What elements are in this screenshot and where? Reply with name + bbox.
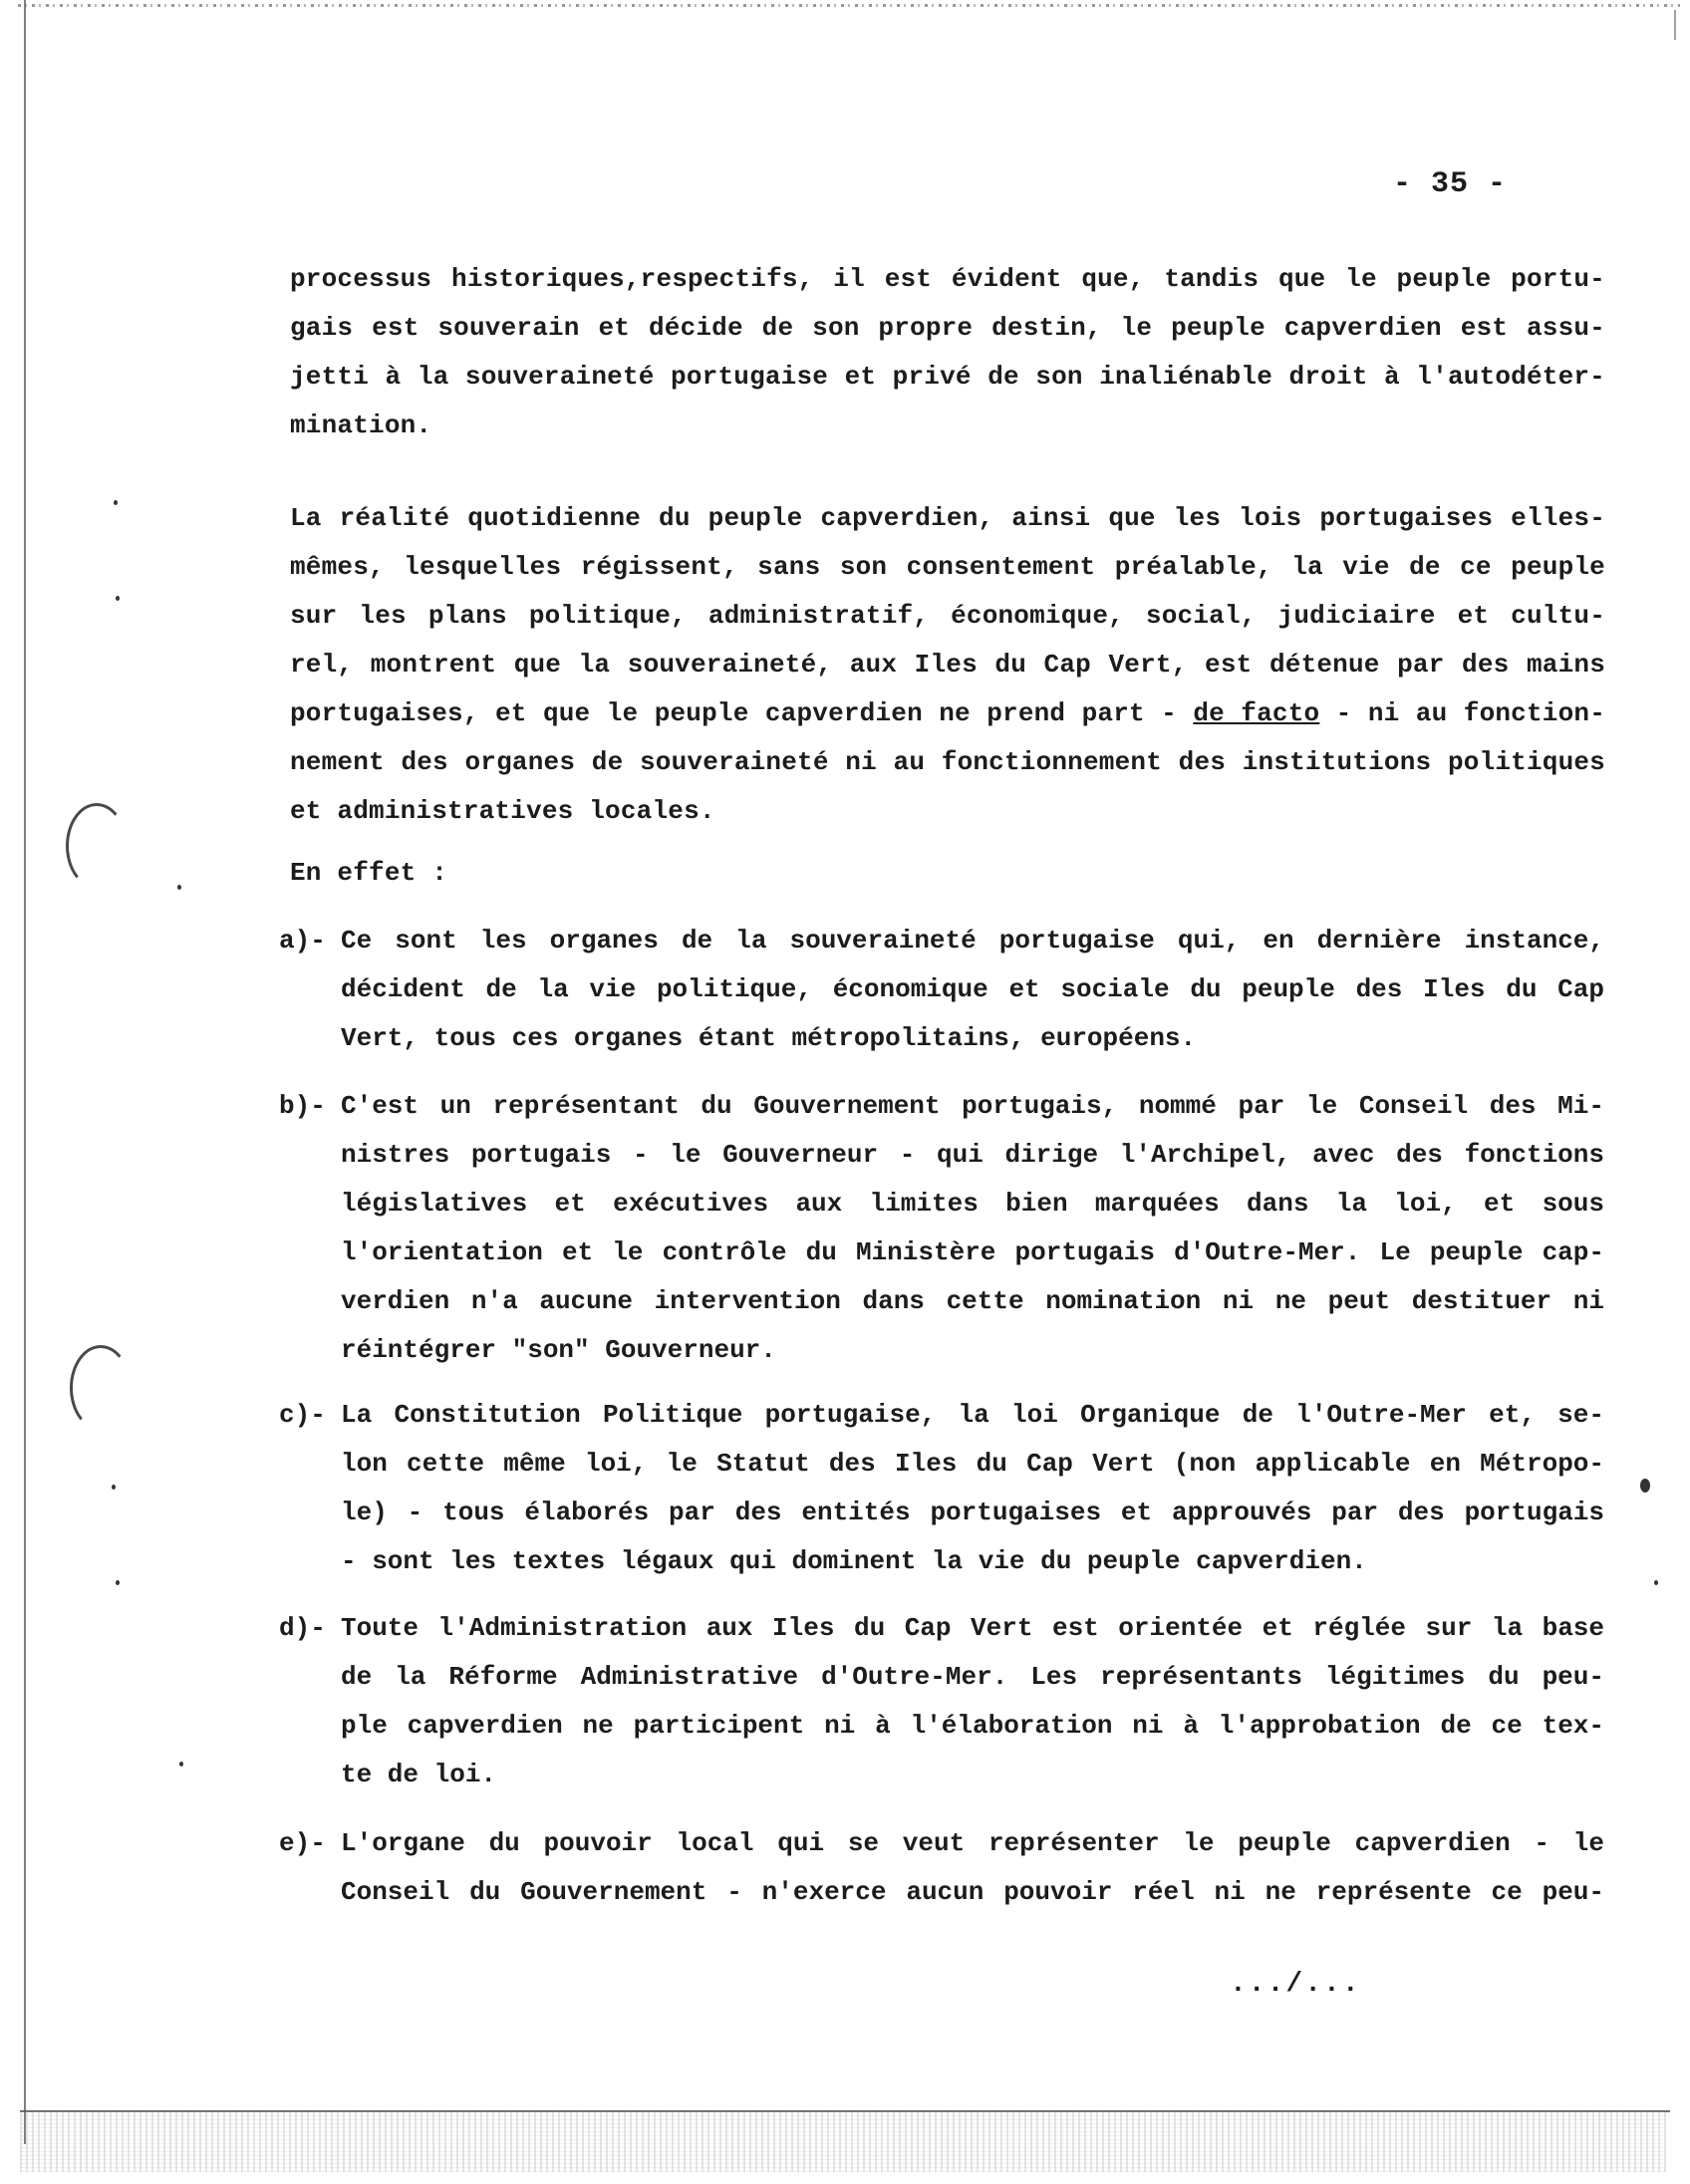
text-line: et administratives locales. — [290, 796, 715, 826]
punch-hole-icon — [70, 1345, 132, 1431]
text-line: législatives et exécutives aux limites bien marquées dans la loi, et sous — [341, 1189, 1604, 1219]
text-line: Ce sont les organes de la souveraineté portugaise qui, en dernière instance, — [341, 926, 1604, 956]
speck — [179, 1762, 183, 1767]
text-line: décident de la vie politique, économique et sociale du peuple des Iles du Cap — [341, 974, 1604, 1004]
text-line: sur les plans politique, administratif, économique, social, judiciaire et cultu- — [290, 601, 1605, 631]
text-line: nement des organes de souveraineté ni au fonctionnement des institutions politiques — [290, 747, 1605, 777]
en-effet-heading — [290, 849, 1605, 898]
text-line: le) - tous élaborés par des entités portugaises et approuvés par des portugais — [341, 1498, 1604, 1527]
list-item-a — [279, 917, 1604, 1063]
text-line: Toute l'Administration aux Iles du Cap Vert est orientée et réglée sur la base — [341, 1613, 1604, 1643]
text-line: gais est souverain et décide de son propre destin, le peuple capverdien est assu- — [290, 313, 1605, 343]
text-line: mêmes, lesquelles régissent, sans son consentement préalable, la vie de ce peuple — [290, 552, 1605, 582]
speck — [1640, 1479, 1650, 1493]
text-line: Vert, tous ces organes étant métropolitains, européens. — [341, 1023, 1197, 1053]
text-line: - sont les textes légaux qui dominent la vie du peuple capverdien. — [341, 1546, 1367, 1576]
item-label: a)- — [279, 926, 326, 956]
text-line: l'orientation et le contrôle du Ministère portugais d'Outre-Mer. Le peuple cap- — [341, 1237, 1604, 1267]
speck — [1654, 1580, 1658, 1585]
text-line: de la Réforme Administrative d'Outre-Mer. Les représentants légitimes du peu- — [341, 1662, 1604, 1692]
list-item-c — [279, 1391, 1604, 1586]
text-line: En effet : — [290, 858, 448, 888]
scan-right-edge — [1674, 10, 1676, 40]
text-line: réintégrer "son" Gouverneur. — [341, 1335, 776, 1365]
continuation-mark: .../... — [1230, 1969, 1361, 2000]
item-label: c)- — [279, 1400, 326, 1430]
list-item-b — [279, 1082, 1604, 1375]
scan-top-edge — [18, 4, 1680, 7]
text-line: L'organe du pouvoir local qui se veut représenter le peuple capverdien - le — [341, 1828, 1604, 1858]
scan-bottom-band — [20, 2110, 1666, 2172]
speck — [177, 885, 181, 890]
text-line: processus historiques,respectifs, il est évident que, tandis que le peuple portu- — [290, 264, 1605, 294]
text-line: rel, montrent que la souveraineté, aux Iles du Cap Vert, est détenue par des mains — [290, 650, 1605, 680]
underlined-term: de facto — [1193, 698, 1320, 728]
speck — [112, 1485, 116, 1490]
speck — [116, 1580, 120, 1585]
speck — [114, 500, 118, 505]
text-line: ple capverdien ne participent ni à l'élaboration ni à l'approbation de ce tex- — [341, 1711, 1604, 1741]
text-line: La Constitution Politique portugaise, la loi Organique de l'Outre-Mer et, se- — [341, 1400, 1604, 1430]
list-item-d — [279, 1604, 1604, 1799]
text-line: mination. — [290, 410, 432, 440]
text-segment: - ni au fonction- — [1319, 698, 1605, 728]
item-label: d)- — [279, 1613, 326, 1643]
text-line — [290, 689, 1605, 738]
text-line: Conseil du Gouvernement - n'exerce aucun pouvoir réel ni ne représente ce peu- — [341, 1877, 1604, 1907]
text-line: nistres portugais - le Gouverneur - qui dirige l'Archipel, avec des fonctions — [341, 1140, 1604, 1170]
text-line: te de loi. — [341, 1760, 497, 1789]
punch-hole-icon — [66, 803, 128, 889]
text-line: C'est un représentant du Gouvernement portugais, nommé par le Conseil des Mi- — [341, 1091, 1604, 1121]
scan-left-edge — [24, 0, 26, 2144]
text-line: jetti à la souveraineté portugaise et privé de son inaliénable droit à l'autodéter- — [290, 362, 1605, 392]
text-segment: portugaises, et que le peuple capverdien ne prend part - — [290, 698, 1194, 728]
item-label: b)- — [279, 1091, 326, 1121]
list-item-e — [279, 1819, 1604, 1917]
page-number: - 35 - — [1393, 167, 1508, 201]
paragraph-1 — [290, 255, 1605, 450]
text-line: La réalité quotidienne du peuple capverdien, ainsi que les lois portugaises elles- — [290, 503, 1605, 533]
text-line: verdien n'a aucune intervention dans cette nomination ni ne peut destituer ni — [341, 1286, 1604, 1316]
paragraph-2 — [290, 494, 1605, 836]
item-label: e)- — [279, 1828, 326, 1858]
text-line: lon cette même loi, le Statut des Iles du Cap Vert (non applicable en Métropo- — [341, 1449, 1604, 1479]
speck — [116, 596, 120, 601]
